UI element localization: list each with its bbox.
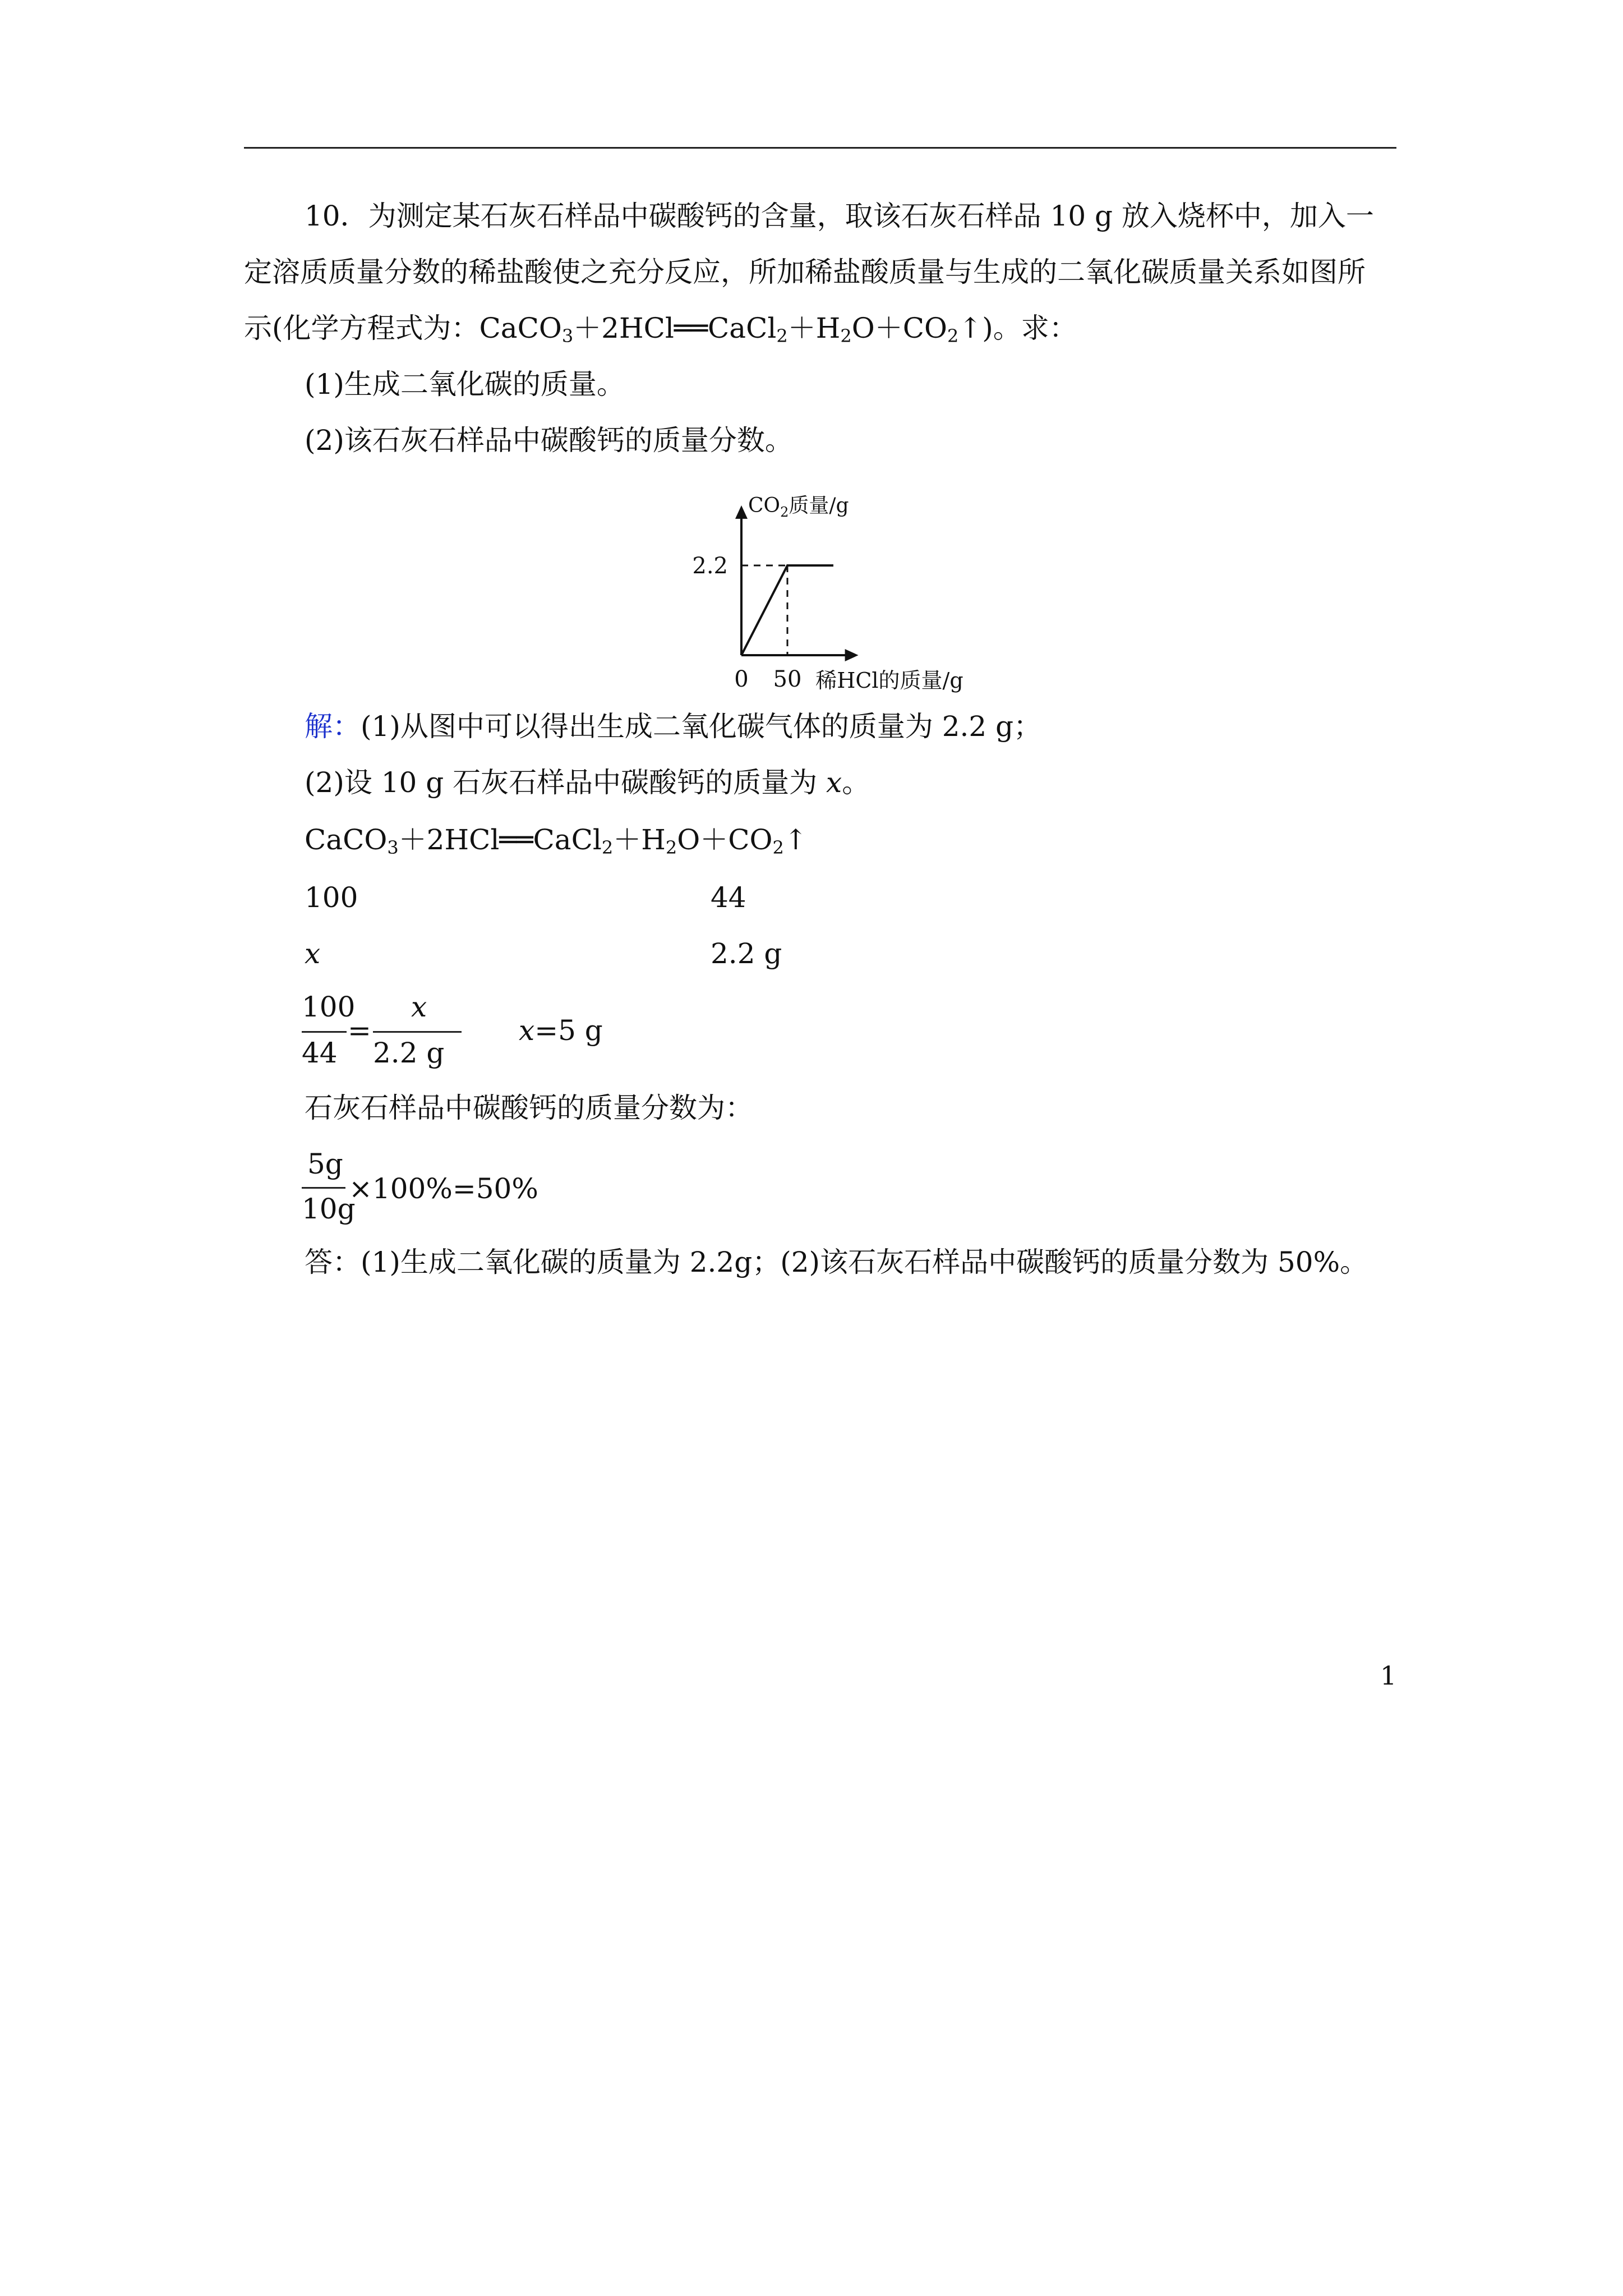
question-2: (2)该石灰石样品中碳酸钙的质量分数。: [305, 424, 793, 457]
solution-lead: 解：: [305, 710, 361, 743]
chart-origin-label: 0: [734, 666, 749, 692]
ratio-result: x=5 g: [519, 1014, 603, 1047]
question-1: (1)生成二氧化碳的质量。: [305, 368, 625, 401]
x-axis-arrow: [845, 649, 859, 661]
molar-mass-left: 100: [305, 881, 358, 914]
percentage-label: 石灰石样品中碳酸钙的质量分数为：: [305, 1092, 753, 1124]
chemical-equation: $CaCO_3+2HCl══CaCl_2+H_2O+CO_2↑$: [305, 823, 808, 858]
known-right: 2.2 g: [711, 937, 782, 970]
molar-mass-right: 44: [711, 881, 746, 914]
problem-line-2: 定溶质质量分数的稀盐酸使之充分反应，所加稀盐酸质量与生成的二氧化碳质量关系如图所: [244, 256, 1366, 288]
y-axis-arrow: [735, 505, 748, 519]
solution-step-1: 解：(1)从图中可以得出生成二氧化碳气体的质量为 2.2 g；: [305, 710, 1042, 743]
chart-y-axis-label: $CO_2$质量/g: [748, 494, 849, 520]
ratio-equals: =: [348, 1014, 371, 1047]
chart-axes: [735, 505, 859, 661]
co2-mass-chart: [0, 0, 1623, 701]
problem-number: 10．: [305, 200, 368, 232]
unknown-left: x: [305, 937, 321, 970]
percentage-result: ×100%=50%: [349, 1172, 538, 1205]
chart-x-axis-label: 稀HCl的质量/g: [815, 668, 963, 693]
page-number: 1: [1380, 1660, 1397, 1691]
problem-line-3: 示(化学方程式为：$CaCO_3+2HCl══CaCl_2+H_2O+CO_2↑$)。求：: [244, 312, 1077, 347]
chart-y-tick-label: 2.2: [692, 553, 728, 579]
problem-text-1: 为测定某石灰石样品中碳酸钙的含量，取该石灰石样品 10 g 放入烧杯中，加入一: [368, 200, 1374, 232]
document-page: 10．为测定某石灰石样品中碳酸钙的含量，取该石灰石样品 10 g 放入烧杯中，加入一 定溶质质量分数的稀盐酸使之充分反应，所加稀盐酸质量与生成的二氧化碳质量关系如图所 示(化学方程式为：$CaCO_3+2HCl══CaCl_2+H_2O+CO_2↑$)。求： (1)生成二氧化碳的质量。 (2)该石灰石样品中碳酸钙的质量分数。 $CO_2$质量/g 稀HCl的质量/g 0 50 2.2 解：(1)从图中可以得出生成二氧化碳气体的质量为 2.2 g； (2)设 10 g 石灰石样品中碳酸钙的质量为 x。 $CaCO_3+2HCl══CaCl_2+H_2O+CO_2↑$ 100 44 x 2.2 g 100 44 = x 2.2 g x=5 g 石灰石样品中碳酸钙的质量分数为： 5g 10g ×100%=50% 答：(1)生成二氧化碳的质量为 2.2g；(2)该石灰石样品中碳酸钙的质量分数为 50%。 1: [0, 0, 1623, 2296]
chart-x-tick-label: 50: [773, 666, 802, 692]
solution-step-2: (2)设 10 g 石灰石样品中碳酸钙的质量为 x。: [305, 766, 870, 799]
final-answer: 答：(1)生成二氧化碳的质量为 2.2g；(2)该石灰石样品中碳酸钙的质量分数为 50%。: [305, 1246, 1368, 1278]
